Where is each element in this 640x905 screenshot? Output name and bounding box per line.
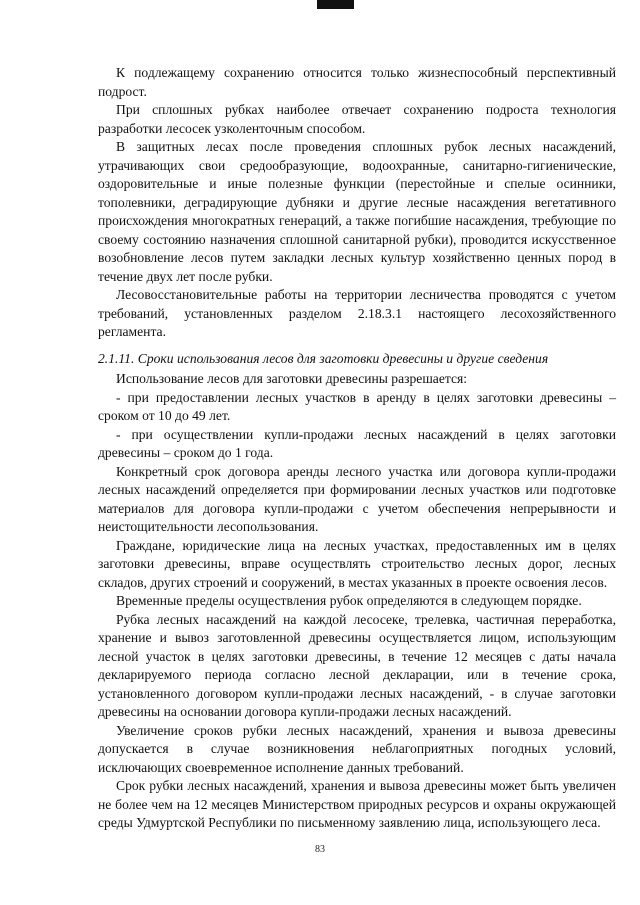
section-heading: 2.1.11. Сроки использования лесов для заготовки древесины и другие сведения [98,350,549,366]
scan-edge-mark [317,0,354,9]
paragraph: В защитных лесах после проведения сплошных рубок лесных насаждений, утрачивающих свои средообразующие, водоохранные, санитарно-гигиенические, оздоровительные и иные полезные функции (перестойные и спелые осинники, тополевники, деградирующие дубняки и другие лесные насаждения вегетативного происхождения многократных генераций, а также погибшие насаждения, требующие по своему состоянию назначения сплошной санитарной рубки), проводится искусственное возобновление лесов путем закладки лесных культур хозяйственно ценных пород в течение двух лет после рубки. [98,139,616,284]
paragraph: Временные пределы осуществления рубок определяются в следующем порядке. [116,593,582,608]
paragraph: Увеличение сроков рубки лесных насаждений, хранения и вывоза древесины допускается в случае возникновения неблагоприятных погодных условий, исключающих своевременное исполнение данных требований. [98,722,616,775]
paragraph: Срок рубки лесных насаждений, хранения и вывоза древесины может быть увеличен не более чем на 12 месяцев Министерством природных ресурсов и охраны окружающей среды Удмуртской Республики по письменному заявлению лица, использующего леса. [98,778,616,830]
paragraph: Лесовосстановительные работы на территории лесничества проводятся с учетом требований, установленных разделом 2.18.3.1 настоящего лесохозяйственного регламента. [98,287,616,339]
paragraph: Рубка лесных насаждений на каждой лесосеке, трелевка, частичная переработка, хранение и вывоз заготовленной древесины осуществляется лицом, использующим лесной участок в целях заготовки древесины, в течение 12 месяцев с даты начала декларируемого периода согласно лесной декларации, или в течение срока, установленного договором купли-продажи лесных насаждений, - в случае заготовки древесины на основании договора купли-продажи лесных насаждений. [98,611,616,719]
document-page [98,64,616,833]
paragraph: При сплошных рубках наиболее отвечает сохранению подроста технология разработки лесосек узколенточным способом. [98,102,616,136]
paragraph: Конкретный срок договора аренды лесного участка или договора купли-продажи лесных насаждений определяется при формировании лесных участков или подготовке материалов для договора купли-продажи с учетом обеспечения непрерывности и неистощительности лесопользования. [98,463,616,534]
page-number: 83 [315,844,325,855]
bullet-item: - при осуществлении купли-продажи лесных насаждений в целях заготовки древесины – сроком до 1 года. [98,426,616,460]
intro-paragraph: Использование лесов для заготовки древесины разрешается: [116,371,468,386]
bullet-item: - при предоставлении лесных участков в аренду в целях заготовки древесины – сроком от 10 до 49 лет. [98,389,616,423]
paragraph: К подлежащему сохранению относится только жизнеспособный перспективный подрост. [98,65,616,99]
paragraph: Граждане, юридические лица на лесных участках, предоставленных им в целях заготовки древесины, вправе осуществлять строительство лесных дорог, лесных складов, других строений и сооружений, в местах указанных в проекте освоения лесов. [98,537,616,590]
